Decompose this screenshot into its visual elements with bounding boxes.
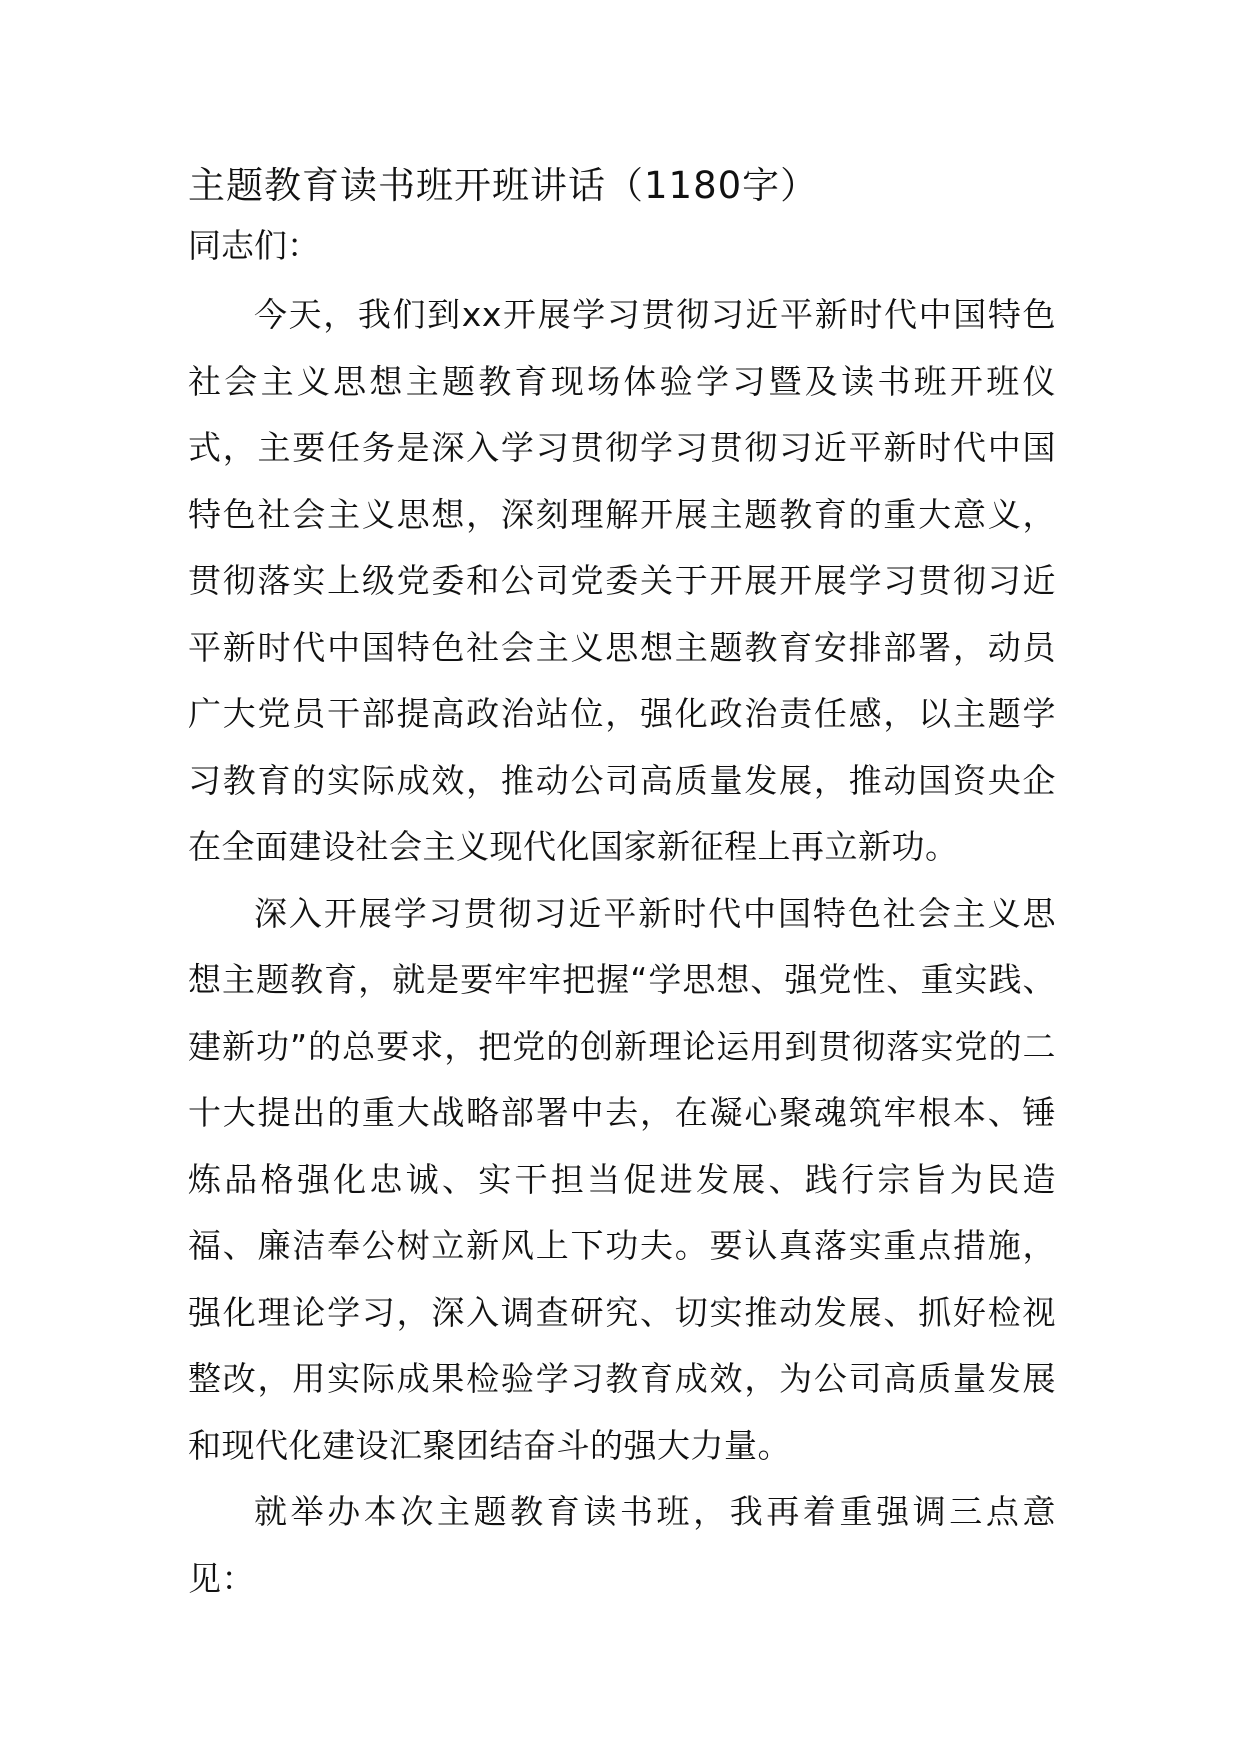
document-body — [188, 158, 1056, 1612]
salutation: 同志们： — [188, 226, 320, 265]
paragraph-2: 深入开展学习贯彻习近平新时代中国特色社会主义思想主题教育，就是要牢牢把握“学思想、强党性、重实践、建新功”的总要求，把党的创新理论运用到贯彻落实党的二十大提出的重大战略部署中去，在凝心聚魂筑牢根本、锤炼品格强化忠诚、实干担当促进发展、践行宗旨为民造福、廉洁奉公树立新风上下功夫。要认真落实重点措施，强化理论学习，深入调查研究、切实推动发展、抓好检视整改，用实际成果检验学习教育成效，为公司高质量发展和现代化建设汇聚团结奋斗的强大力量。 — [188, 893, 1056, 1465]
paragraph-1: 今天，我们到xx开展学习贯彻习近平新时代中国特色社会主义思想主题教育现场体验学习暨及读书班开班仪式，主要任务是深入学习贯彻学习贯彻习近平新时代中国特色社会主义思想，深刻理解开展主题教育的重大意义，贯彻落实上级党委和公司党委关于开展开展学习贯彻习近平新时代中国特色社会主义思想主题教育安排部署，动员广大党员干部提高政治站位，强化政治责任感，以主题学习教育的实际成效，推动公司高质量发展，推动国资央企在全面建设社会主义现代化国家新征程上再立新功。 — [188, 295, 1056, 866]
paragraph-3: 就举办本次主题教育读书班，我再着重强调三点意见： — [188, 1492, 1056, 1598]
document-title: 主题教育读书班开班讲话（1180字） — [188, 164, 819, 207]
